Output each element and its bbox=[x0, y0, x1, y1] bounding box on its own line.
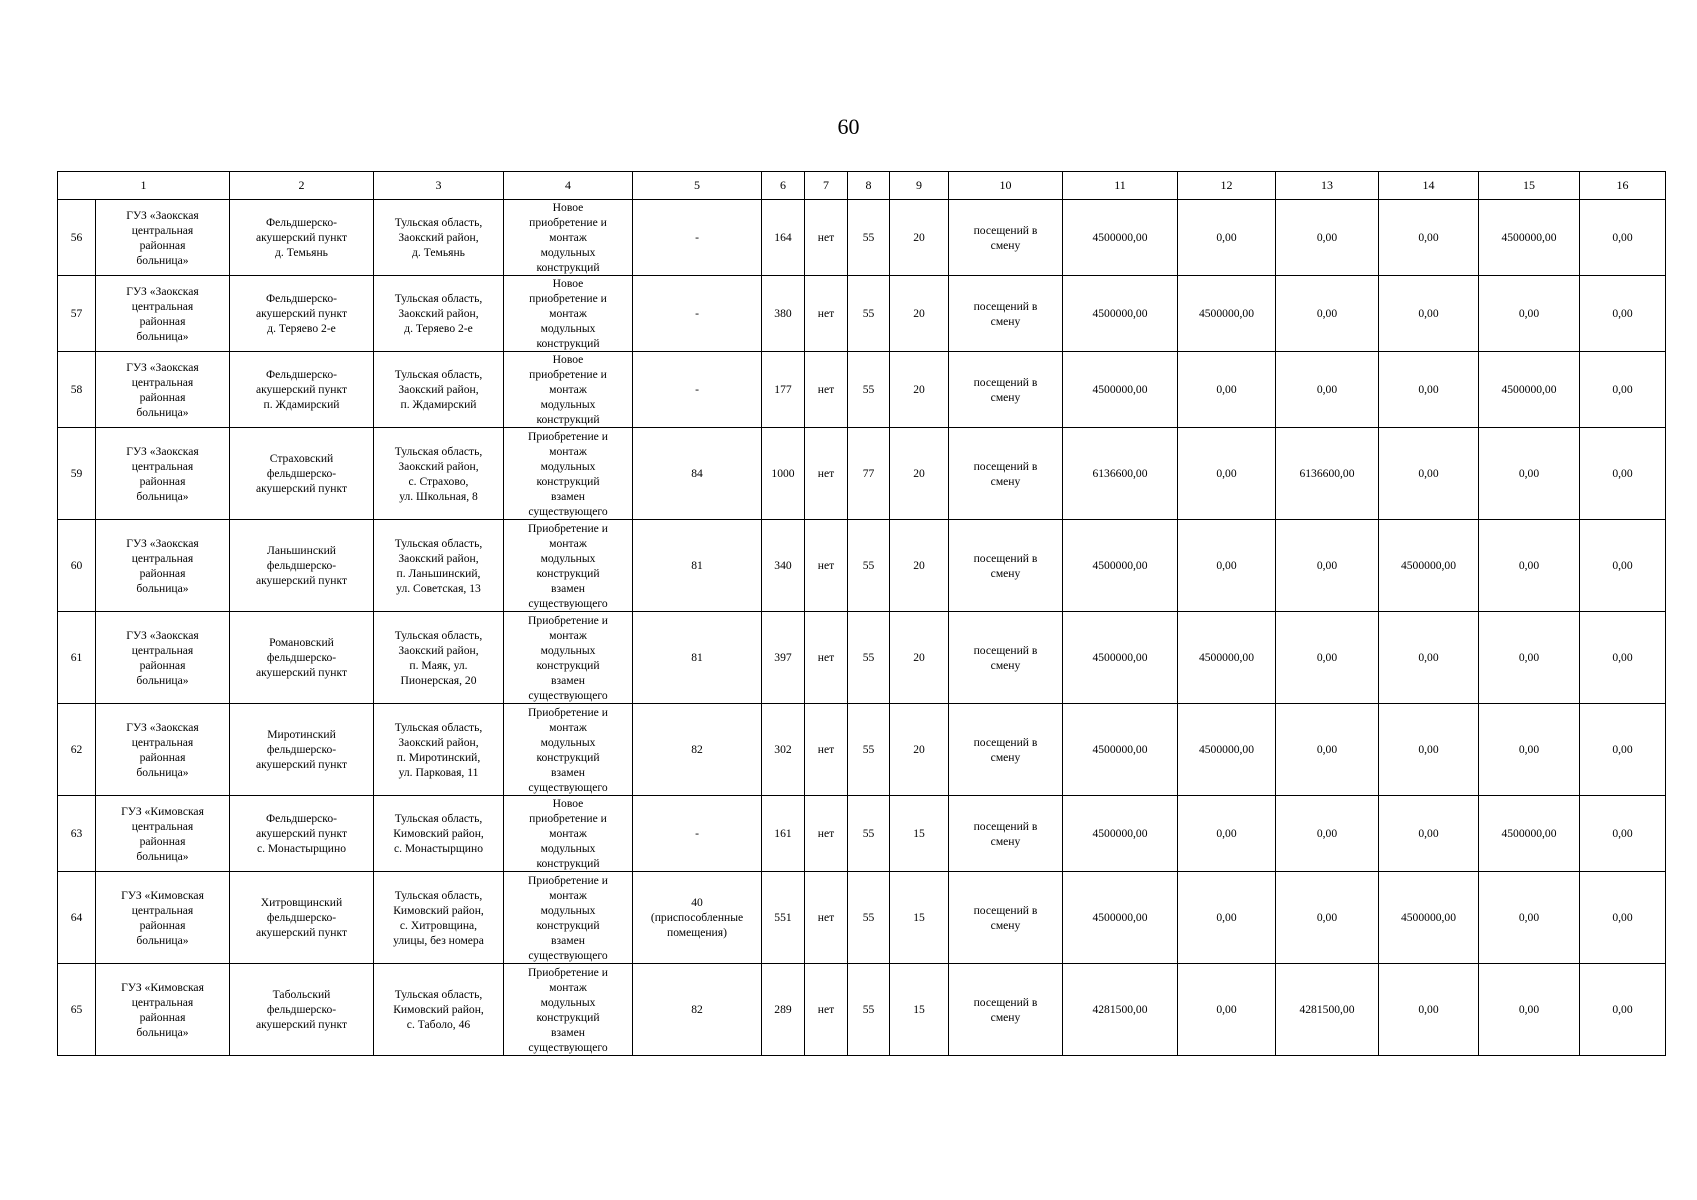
cell-address: Тульская область, Заокский район, п. Маяк, ул. Пионерская, 20 bbox=[374, 612, 504, 704]
cell-col-7: нет bbox=[805, 520, 848, 612]
cell-facility-name: Фельдшерско- акушерский пункт д. Темьянь bbox=[230, 200, 374, 276]
cell-amount-14: 0,00 bbox=[1379, 200, 1479, 276]
cell-facility-name: Миротинский фельдшерско- акушерский пункт bbox=[230, 704, 374, 796]
cell-col-7: нет bbox=[805, 276, 848, 352]
table-row bbox=[58, 872, 1666, 964]
cell-col-8: 55 bbox=[848, 352, 890, 428]
cell-amount-12: 0,00 bbox=[1178, 428, 1276, 520]
cell-organization: ГУЗ «Заокская центральная районная больница» bbox=[96, 428, 230, 520]
cell-amount-13: 0,00 bbox=[1276, 352, 1379, 428]
table-row bbox=[58, 796, 1666, 872]
cell-unit: посещений в смену bbox=[949, 352, 1063, 428]
cell-area: 551 bbox=[762, 872, 805, 964]
cell-col-7: нет bbox=[805, 872, 848, 964]
cell-organization: ГУЗ «Заокская центральная районная больница» bbox=[96, 612, 230, 704]
cell-col-9: 15 bbox=[890, 796, 949, 872]
cell-existing-capacity: - bbox=[633, 796, 762, 872]
cell-col-9: 15 bbox=[890, 872, 949, 964]
cell-total-amount: 4500000,00 bbox=[1063, 200, 1178, 276]
cell-col-7: нет bbox=[805, 612, 848, 704]
cell-address: Тульская область, Заокский район, с. Страхово, ул. Школьная, 8 bbox=[374, 428, 504, 520]
cell-row-number: 65 bbox=[58, 964, 96, 1056]
table-row bbox=[58, 352, 1666, 428]
cell-facility-name: Страховский фельдшерско- акушерский пункт bbox=[230, 428, 374, 520]
cell-amount-13: 6136600,00 bbox=[1276, 428, 1379, 520]
cell-row-number: 64 bbox=[58, 872, 96, 964]
cell-work-type: Приобретение и монтаж модульных конструкций взамен существующего bbox=[504, 612, 633, 704]
cell-existing-capacity: 81 bbox=[633, 612, 762, 704]
table-row bbox=[58, 964, 1666, 1056]
cell-amount-16: 0,00 bbox=[1580, 428, 1666, 520]
cell-organization: ГУЗ «Заокская центральная районная больница» bbox=[96, 352, 230, 428]
cell-existing-capacity: - bbox=[633, 276, 762, 352]
cell-amount-16: 0,00 bbox=[1580, 704, 1666, 796]
cell-area: 340 bbox=[762, 520, 805, 612]
cell-amount-12: 4500000,00 bbox=[1178, 612, 1276, 704]
cell-work-type: Новое приобретение и монтаж модульных конструкций bbox=[504, 352, 633, 428]
cell-col-9: 15 bbox=[890, 964, 949, 1056]
cell-amount-13: 0,00 bbox=[1276, 276, 1379, 352]
cell-amount-14: 0,00 bbox=[1379, 964, 1479, 1056]
cell-total-amount: 4500000,00 bbox=[1063, 796, 1178, 872]
cell-unit: посещений в смену bbox=[949, 964, 1063, 1056]
cell-col-7: нет bbox=[805, 352, 848, 428]
cell-area: 302 bbox=[762, 704, 805, 796]
cell-address: Тульская область, Заокский район, п. Ждамирский bbox=[374, 352, 504, 428]
header-cell-1: 1 bbox=[58, 172, 230, 200]
cell-work-type: Приобретение и монтаж модульных конструкций взамен существующего bbox=[504, 964, 633, 1056]
cell-amount-14: 4500000,00 bbox=[1379, 520, 1479, 612]
cell-amount-12: 0,00 bbox=[1178, 872, 1276, 964]
cell-address: Тульская область, Кимовский район, с. Хитровщина, улицы, без номера bbox=[374, 872, 504, 964]
cell-unit: посещений в смену bbox=[949, 872, 1063, 964]
cell-amount-15: 0,00 bbox=[1479, 276, 1580, 352]
cell-col-9: 20 bbox=[890, 352, 949, 428]
cell-amount-16: 0,00 bbox=[1580, 612, 1666, 704]
cell-amount-13: 0,00 bbox=[1276, 872, 1379, 964]
cell-amount-16: 0,00 bbox=[1580, 796, 1666, 872]
cell-amount-15: 0,00 bbox=[1479, 612, 1580, 704]
header-cell-4: 4 bbox=[504, 172, 633, 200]
header-cell-15: 15 bbox=[1479, 172, 1580, 200]
cell-work-type: Новое приобретение и монтаж модульных конструкций bbox=[504, 200, 633, 276]
header-cell-11: 11 bbox=[1063, 172, 1178, 200]
cell-organization: ГУЗ «Кимовская центральная районная больница» bbox=[96, 872, 230, 964]
cell-unit: посещений в смену bbox=[949, 704, 1063, 796]
cell-organization: ГУЗ «Кимовская центральная районная больница» bbox=[96, 964, 230, 1056]
table-row bbox=[58, 612, 1666, 704]
cell-facility-name: Хитровщинский фельдшерско- акушерский пункт bbox=[230, 872, 374, 964]
cell-amount-16: 0,00 bbox=[1580, 520, 1666, 612]
cell-col-8: 55 bbox=[848, 704, 890, 796]
cell-address: Тульская область, Заокский район, п. Миротинский, ул. Парковая, 11 bbox=[374, 704, 504, 796]
cell-col-9: 20 bbox=[890, 520, 949, 612]
cell-col-8: 77 bbox=[848, 428, 890, 520]
cell-total-amount: 4281500,00 bbox=[1063, 964, 1178, 1056]
cell-amount-15: 0,00 bbox=[1479, 704, 1580, 796]
cell-organization: ГУЗ «Заокская центральная районная больница» bbox=[96, 520, 230, 612]
cell-work-type: Новое приобретение и монтаж модульных конструкций bbox=[504, 796, 633, 872]
cell-facility-name: Ланьшинский фельдшерско- акушерский пункт bbox=[230, 520, 374, 612]
cell-col-8: 55 bbox=[848, 200, 890, 276]
cell-col-7: нет bbox=[805, 428, 848, 520]
cell-work-type: Приобретение и монтаж модульных конструкций взамен существующего bbox=[504, 704, 633, 796]
cell-work-type: Приобретение и монтаж модульных конструкций взамен существующего bbox=[504, 872, 633, 964]
cell-facility-name: Табольский фельдшерско- акушерский пункт bbox=[230, 964, 374, 1056]
header-cell-10: 10 bbox=[949, 172, 1063, 200]
cell-col-8: 55 bbox=[848, 276, 890, 352]
cell-existing-capacity: - bbox=[633, 200, 762, 276]
cell-row-number: 56 bbox=[58, 200, 96, 276]
cell-amount-12: 4500000,00 bbox=[1178, 704, 1276, 796]
cell-area: 380 bbox=[762, 276, 805, 352]
cell-col-8: 55 bbox=[848, 796, 890, 872]
cell-amount-13: 4281500,00 bbox=[1276, 964, 1379, 1056]
cell-amount-12: 0,00 bbox=[1178, 964, 1276, 1056]
table-row bbox=[58, 276, 1666, 352]
cell-col-8: 55 bbox=[848, 872, 890, 964]
header-cell-13: 13 bbox=[1276, 172, 1379, 200]
cell-unit: посещений в смену bbox=[949, 796, 1063, 872]
cell-total-amount: 4500000,00 bbox=[1063, 704, 1178, 796]
cell-unit: посещений в смену bbox=[949, 520, 1063, 612]
cell-existing-capacity: 82 bbox=[633, 964, 762, 1056]
cell-row-number: 60 bbox=[58, 520, 96, 612]
cell-amount-13: 0,00 bbox=[1276, 704, 1379, 796]
cell-row-number: 61 bbox=[58, 612, 96, 704]
header-cell-6: 6 bbox=[762, 172, 805, 200]
cell-area: 161 bbox=[762, 796, 805, 872]
cell-total-amount: 4500000,00 bbox=[1063, 612, 1178, 704]
cell-total-amount: 4500000,00 bbox=[1063, 276, 1178, 352]
cell-existing-capacity: 82 bbox=[633, 704, 762, 796]
cell-organization: ГУЗ «Заокская центральная районная больница» bbox=[96, 276, 230, 352]
cell-amount-12: 0,00 bbox=[1178, 200, 1276, 276]
cell-area: 289 bbox=[762, 964, 805, 1056]
cell-address: Тульская область, Заокский район, д. Теряево 2-е bbox=[374, 276, 504, 352]
table-row bbox=[58, 520, 1666, 612]
cell-amount-14: 4500000,00 bbox=[1379, 872, 1479, 964]
cell-amount-13: 0,00 bbox=[1276, 796, 1379, 872]
cell-row-number: 62 bbox=[58, 704, 96, 796]
table-row bbox=[58, 200, 1666, 276]
cell-col-7: нет bbox=[805, 796, 848, 872]
cell-amount-15: 4500000,00 bbox=[1479, 352, 1580, 428]
cell-amount-16: 0,00 bbox=[1580, 200, 1666, 276]
header-cell-5: 5 bbox=[633, 172, 762, 200]
page-number: 60 bbox=[837, 114, 860, 139]
cell-amount-15: 4500000,00 bbox=[1479, 200, 1580, 276]
cell-work-type: Приобретение и монтаж модульных конструкций взамен существующего bbox=[504, 428, 633, 520]
cell-col-9: 20 bbox=[890, 276, 949, 352]
cell-address: Тульская область, Кимовский район, с. Таболо, 46 bbox=[374, 964, 504, 1056]
cell-area: 177 bbox=[762, 352, 805, 428]
cell-col-9: 20 bbox=[890, 704, 949, 796]
cell-row-number: 63 bbox=[58, 796, 96, 872]
header-cell-8: 8 bbox=[848, 172, 890, 200]
cell-amount-15: 0,00 bbox=[1479, 428, 1580, 520]
cell-address: Тульская область, Заокский район, д. Темьянь bbox=[374, 200, 504, 276]
cell-amount-12: 0,00 bbox=[1178, 520, 1276, 612]
cell-unit: посещений в смену bbox=[949, 612, 1063, 704]
cell-existing-capacity: 81 bbox=[633, 520, 762, 612]
cell-total-amount: 4500000,00 bbox=[1063, 520, 1178, 612]
header-cell-7: 7 bbox=[805, 172, 848, 200]
cell-col-9: 20 bbox=[890, 200, 949, 276]
cell-amount-12: 0,00 bbox=[1178, 352, 1276, 428]
cell-area: 164 bbox=[762, 200, 805, 276]
cell-amount-12: 4500000,00 bbox=[1178, 276, 1276, 352]
cell-col-8: 55 bbox=[848, 964, 890, 1056]
cell-work-type: Новое приобретение и монтаж модульных конструкций bbox=[504, 276, 633, 352]
cell-facility-name: Фельдшерско- акушерский пункт с. Монастырщино bbox=[230, 796, 374, 872]
header-cell-3: 3 bbox=[374, 172, 504, 200]
cell-work-type: Приобретение и монтаж модульных конструкций взамен существующего bbox=[504, 520, 633, 612]
cell-col-8: 55 bbox=[848, 612, 890, 704]
cell-amount-14: 0,00 bbox=[1379, 276, 1479, 352]
cell-address: Тульская область, Заокский район, п. Ланьшинский, ул. Советская, 13 bbox=[374, 520, 504, 612]
cell-row-number: 57 bbox=[58, 276, 96, 352]
cell-row-number: 59 bbox=[58, 428, 96, 520]
projects-table bbox=[57, 171, 1666, 1056]
cell-amount-14: 0,00 bbox=[1379, 796, 1479, 872]
header-cell-2: 2 bbox=[230, 172, 374, 200]
header-cell-14: 14 bbox=[1379, 172, 1479, 200]
cell-amount-16: 0,00 bbox=[1580, 964, 1666, 1056]
cell-amount-13: 0,00 bbox=[1276, 612, 1379, 704]
cell-amount-16: 0,00 bbox=[1580, 276, 1666, 352]
header-cell-12: 12 bbox=[1178, 172, 1276, 200]
cell-organization: ГУЗ «Заокская центральная районная больница» bbox=[96, 200, 230, 276]
table-body bbox=[58, 172, 1666, 1056]
cell-unit: посещений в смену bbox=[949, 276, 1063, 352]
cell-row-number: 58 bbox=[58, 352, 96, 428]
cell-existing-capacity: - bbox=[633, 352, 762, 428]
header-cell-16: 16 bbox=[1580, 172, 1666, 200]
cell-organization: ГУЗ «Заокская центральная районная больница» bbox=[96, 704, 230, 796]
cell-amount-14: 0,00 bbox=[1379, 428, 1479, 520]
cell-address: Тульская область, Кимовский район, с. Монастырщино bbox=[374, 796, 504, 872]
cell-total-amount: 4500000,00 bbox=[1063, 352, 1178, 428]
table-row bbox=[58, 428, 1666, 520]
cell-col-7: нет bbox=[805, 704, 848, 796]
cell-facility-name: Романовский фельдшерско- акушерский пункт bbox=[230, 612, 374, 704]
cell-area: 397 bbox=[762, 612, 805, 704]
cell-col-9: 20 bbox=[890, 612, 949, 704]
cell-amount-15: 0,00 bbox=[1479, 872, 1580, 964]
cell-total-amount: 6136600,00 bbox=[1063, 428, 1178, 520]
cell-amount-15: 0,00 bbox=[1479, 964, 1580, 1056]
cell-facility-name: Фельдшерско- акушерский пункт п. Ждамирский bbox=[230, 352, 374, 428]
cell-amount-13: 0,00 bbox=[1276, 520, 1379, 612]
cell-col-8: 55 bbox=[848, 520, 890, 612]
cell-col-7: нет bbox=[805, 200, 848, 276]
header-row bbox=[58, 172, 1666, 200]
cell-amount-12: 0,00 bbox=[1178, 796, 1276, 872]
cell-unit: посещений в смену bbox=[949, 428, 1063, 520]
cell-amount-14: 0,00 bbox=[1379, 352, 1479, 428]
cell-amount-16: 0,00 bbox=[1580, 352, 1666, 428]
cell-area: 1000 bbox=[762, 428, 805, 520]
header-cell-9: 9 bbox=[890, 172, 949, 200]
cell-unit: посещений в смену bbox=[949, 200, 1063, 276]
cell-amount-13: 0,00 bbox=[1276, 200, 1379, 276]
cell-col-7: нет bbox=[805, 964, 848, 1056]
cell-amount-14: 0,00 bbox=[1379, 612, 1479, 704]
cell-amount-15: 4500000,00 bbox=[1479, 796, 1580, 872]
cell-total-amount: 4500000,00 bbox=[1063, 872, 1178, 964]
cell-col-9: 20 bbox=[890, 428, 949, 520]
cell-amount-16: 0,00 bbox=[1580, 872, 1666, 964]
cell-facility-name: Фельдшерско- акушерский пункт д. Теряево 2-е bbox=[230, 276, 374, 352]
cell-existing-capacity: 40 (приспособленные помещения) bbox=[633, 872, 762, 964]
cell-existing-capacity: 84 bbox=[633, 428, 762, 520]
cell-organization: ГУЗ «Кимовская центральная районная больница» bbox=[96, 796, 230, 872]
table-row bbox=[58, 704, 1666, 796]
cell-amount-14: 0,00 bbox=[1379, 704, 1479, 796]
cell-amount-15: 0,00 bbox=[1479, 520, 1580, 612]
